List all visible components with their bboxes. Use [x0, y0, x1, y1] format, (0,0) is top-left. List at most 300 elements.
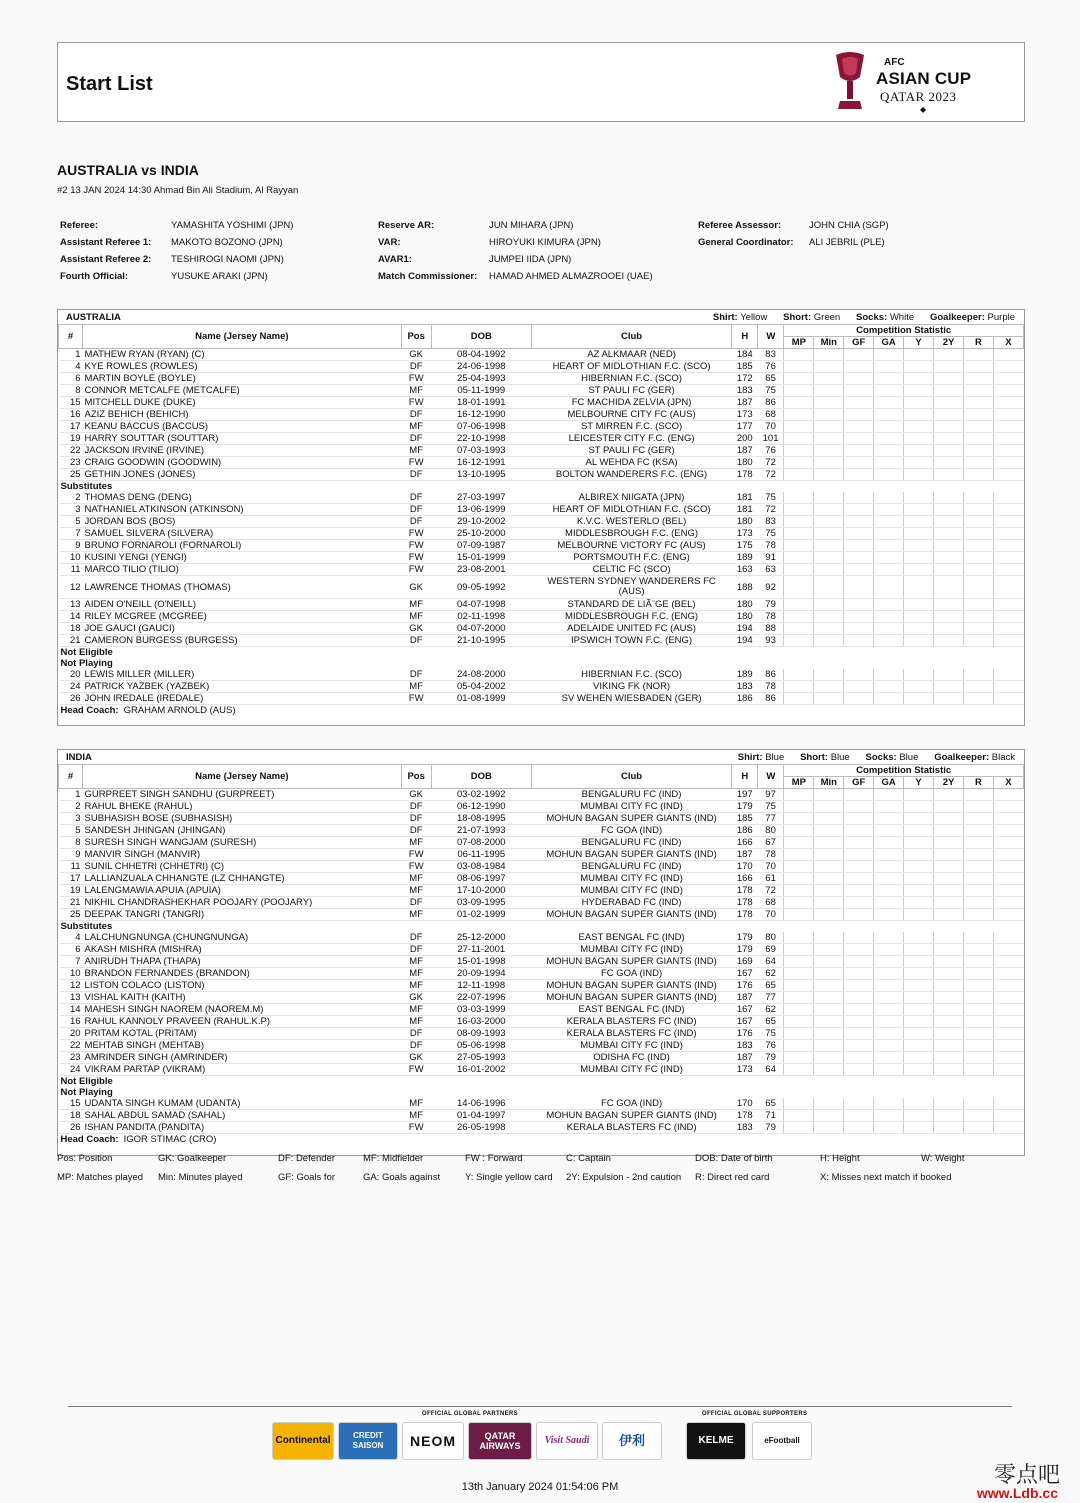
- official-var: [378, 237, 601, 248]
- stat-cell: [814, 861, 844, 873]
- stat-cell: [904, 373, 934, 385]
- stat-cell: [963, 469, 993, 481]
- stat-cell: [993, 540, 1023, 552]
- stat-cell: [784, 1040, 814, 1052]
- stat-cell: [993, 361, 1023, 373]
- player-height: 186: [732, 825, 758, 837]
- stat-cell: [784, 801, 814, 813]
- stat-cell: [784, 1122, 814, 1134]
- player-club: HEART OF MIDLOTHIAN F.C. (SCO): [531, 361, 731, 373]
- stat-cell: [963, 1122, 993, 1134]
- stat-cell: [784, 516, 814, 528]
- player-weight: 78: [758, 611, 784, 623]
- player-name: VIKRAM PARTAP (VIKRAM): [83, 1064, 402, 1076]
- stat-cell: [874, 1052, 904, 1064]
- player-height: 181: [732, 492, 758, 504]
- official-assessor: [698, 220, 889, 231]
- official-label: Match Commissioner:: [378, 271, 478, 282]
- stat-cell: [934, 635, 964, 647]
- stat-cell: [844, 635, 874, 647]
- column-header: #: [59, 325, 83, 349]
- player-row: [59, 361, 1024, 373]
- player-weight: 76: [758, 361, 784, 373]
- stat-cell: [874, 980, 904, 992]
- player-name: NIKHIL CHANDRASHEKHAR POOJARY (POOJARY): [83, 897, 402, 909]
- stat-cell: [963, 897, 993, 909]
- stat-cell: [934, 1004, 964, 1016]
- stat-cell: [963, 1016, 993, 1028]
- player-position: DF: [401, 433, 431, 445]
- player-name: GURPREET SINGH SANDHU (GURPREET): [83, 789, 402, 801]
- stat-cell: [934, 397, 964, 409]
- player-number: 19: [59, 433, 83, 445]
- player-position: DF: [401, 897, 431, 909]
- stat-cell: [934, 849, 964, 861]
- stat-cell: [874, 1064, 904, 1076]
- player-club: FC GOA (IND): [531, 825, 731, 837]
- player-club: MOHUN BAGAN SUPER GIANTS (IND): [531, 849, 731, 861]
- player-dob: 07-03-1993: [431, 445, 531, 457]
- stat-cell: [934, 457, 964, 469]
- stat-cell: [993, 681, 1023, 693]
- player-row: [59, 397, 1024, 409]
- player-position: MF: [401, 611, 431, 623]
- player-number: 3: [59, 504, 83, 516]
- player-dob: 16-01-2002: [431, 1064, 531, 1076]
- player-dob: 06-12-1990: [431, 801, 531, 813]
- stat-cell: [874, 693, 904, 705]
- player-name: SAMUEL SILVERA (SILVERA): [83, 528, 402, 540]
- player-number: 19: [59, 885, 83, 897]
- player-position: GK: [401, 1052, 431, 1064]
- player-number: 23: [59, 1052, 83, 1064]
- player-height: 183: [732, 385, 758, 397]
- player-position: MF: [401, 599, 431, 611]
- official-value: HAMAD AHMED ALMAZROOEI (UAE): [489, 271, 653, 282]
- stat-cell: [844, 492, 874, 504]
- kit-socks-value: White: [889, 312, 915, 323]
- stat-column-header: GA: [874, 337, 904, 349]
- official-coordinator: [698, 237, 885, 248]
- player-weight: 75: [758, 1028, 784, 1040]
- stat-cell: [963, 1004, 993, 1016]
- legend-item: Pos: Position: [57, 1153, 113, 1164]
- kit-shirt-label: Shirt:: [712, 312, 738, 323]
- player-height: 185: [732, 813, 758, 825]
- player-number: 18: [59, 1110, 83, 1122]
- player-club: MOHUN BAGAN SUPER GIANTS (IND): [531, 1110, 731, 1122]
- player-weight: 72: [758, 469, 784, 481]
- stat-cell: [934, 564, 964, 576]
- stat-cell: [993, 492, 1023, 504]
- stat-cell: [993, 373, 1023, 385]
- stat-cell: [784, 897, 814, 909]
- stat-cell: [784, 528, 814, 540]
- stat-cell: [874, 504, 904, 516]
- player-position: FW: [401, 540, 431, 552]
- player-height: 180: [732, 457, 758, 469]
- player-dob: 25-10-2000: [431, 528, 531, 540]
- stat-cell: [904, 789, 934, 801]
- player-dob: 04-07-2000: [431, 623, 531, 635]
- stat-cell: [934, 956, 964, 968]
- stat-cell: [934, 492, 964, 504]
- player-row: [59, 409, 1024, 421]
- stat-cell: [934, 504, 964, 516]
- stat-cell: [814, 897, 844, 909]
- player-dob: 21-10-1995: [431, 635, 531, 647]
- sponsor-continental-logo: Continental: [272, 1422, 334, 1460]
- player-dob: 22-07-1996: [431, 992, 531, 1004]
- stat-cell: [814, 1028, 844, 1040]
- stat-cell: [904, 669, 934, 681]
- player-club: ADELAIDE UNITED FC (AUS): [531, 623, 731, 635]
- head-coach-name: IGOR STIMAC (CRO): [123, 1134, 217, 1145]
- stat-cell: [904, 1098, 934, 1110]
- stat-cell: [844, 1110, 874, 1122]
- official-commissioner: [378, 271, 653, 282]
- stat-cell: [784, 623, 814, 635]
- stat-cell: [934, 599, 964, 611]
- stat-cell: [874, 1098, 904, 1110]
- player-position: GK: [401, 789, 431, 801]
- stat-cell: [814, 992, 844, 1004]
- stat-cell: [844, 909, 874, 921]
- player-number: 6: [59, 944, 83, 956]
- player-position: DF: [401, 635, 431, 647]
- stat-cell: [814, 789, 844, 801]
- player-number: 1: [59, 349, 83, 361]
- stat-cell: [934, 433, 964, 445]
- stat-cell: [904, 801, 934, 813]
- stat-cell: [784, 1098, 814, 1110]
- stat-cell: [784, 1016, 814, 1028]
- player-number: 13: [59, 599, 83, 611]
- player-name: JACKSON IRVINE (IRVINE): [83, 445, 402, 457]
- player-weight: 77: [758, 992, 784, 1004]
- player-height: 186: [732, 693, 758, 705]
- player-dob: 12-11-1998: [431, 980, 531, 992]
- player-position: DF: [401, 469, 431, 481]
- stat-cell: [844, 409, 874, 421]
- player-weight: 70: [758, 909, 784, 921]
- player-number: 9: [59, 540, 83, 552]
- match-title: AUSTRALIA vs INDIA: [57, 162, 199, 178]
- player-height: 166: [732, 873, 758, 885]
- stat-cell: [784, 849, 814, 861]
- player-dob: 08-09-1993: [431, 1028, 531, 1040]
- match-info: #2 13 JAN 2024 14:30 Ahmad Bin Ali Stadium, Al Rayyan: [57, 185, 299, 196]
- player-name: CAMERON BURGESS (BURGESS): [83, 635, 402, 647]
- player-dob: 21-07-1993: [431, 825, 531, 837]
- stat-cell: [814, 552, 844, 564]
- player-position: MF: [401, 445, 431, 457]
- kit-socks-label: Socks:: [865, 752, 897, 763]
- stat-cell: [784, 361, 814, 373]
- kit-goalkeeper-value: Black: [991, 752, 1015, 763]
- player-weight: 86: [758, 397, 784, 409]
- player-weight: 86: [758, 693, 784, 705]
- stat-cell: [963, 504, 993, 516]
- player-name: CONNOR METCALFE (METCALFE): [83, 385, 402, 397]
- player-weight: 64: [758, 1064, 784, 1076]
- player-position: DF: [401, 932, 431, 944]
- player-position: FW: [401, 849, 431, 861]
- stat-cell: [934, 349, 964, 361]
- stat-cell: [784, 932, 814, 944]
- stat-cell: [814, 349, 844, 361]
- player-weight: 79: [758, 1052, 784, 1064]
- player-weight: 83: [758, 349, 784, 361]
- stat-cell: [934, 837, 964, 849]
- player-dob: 16-12-1990: [431, 409, 531, 421]
- stat-cell: [993, 669, 1023, 681]
- stat-cell: [904, 504, 934, 516]
- player-club: AL WEHDA FC (KSA): [531, 457, 731, 469]
- official-label: AVAR1:: [378, 254, 412, 265]
- player-dob: 05-11-1999: [431, 385, 531, 397]
- stat-cell: [934, 516, 964, 528]
- player-name: MANVIR SINGH (MANVIR): [83, 849, 402, 861]
- official-value: JUMPEI IIDA (JPN): [489, 254, 572, 265]
- player-number: 10: [59, 968, 83, 980]
- player-height: 185: [732, 361, 758, 373]
- player-name: ISHAN PANDITA (PANDITA): [83, 1122, 402, 1134]
- player-row: [59, 433, 1024, 445]
- player-row: [59, 540, 1024, 552]
- player-number: 24: [59, 681, 83, 693]
- player-position: MF: [401, 909, 431, 921]
- stat-cell: [784, 564, 814, 576]
- player-row: [59, 897, 1024, 909]
- stat-cell: [904, 409, 934, 421]
- player-dob: 25-04-1993: [431, 373, 531, 385]
- player-height: 183: [732, 681, 758, 693]
- player-position: FW: [401, 457, 431, 469]
- stat-cell: [934, 540, 964, 552]
- player-row: [59, 968, 1024, 980]
- stat-cell: [784, 813, 814, 825]
- stat-cell: [963, 409, 993, 421]
- player-name: BRANDON FERNANDES (BRANDON): [83, 968, 402, 980]
- player-weight: 80: [758, 932, 784, 944]
- stat-cell: [784, 1004, 814, 1016]
- stat-cell: [784, 576, 814, 599]
- stat-cell: [963, 980, 993, 992]
- player-club: FC GOA (IND): [531, 968, 731, 980]
- stat-cell: [814, 611, 844, 623]
- stat-cell: [814, 1110, 844, 1122]
- stat-cell: [963, 552, 993, 564]
- stat-cell: [963, 361, 993, 373]
- stat-cell: [904, 1028, 934, 1040]
- player-weight: 75: [758, 528, 784, 540]
- player-name: PATRICK YAZBEK (YAZBEK): [83, 681, 402, 693]
- table-header-row: [59, 325, 1024, 337]
- player-number: 23: [59, 457, 83, 469]
- stat-cell: [784, 504, 814, 516]
- stat-cell: [814, 409, 844, 421]
- stat-cell: [904, 837, 934, 849]
- stat-cell: [993, 801, 1023, 813]
- player-club: MUMBAI CITY FC (IND): [531, 801, 731, 813]
- player-name: MAHESH SINGH NAOREM (NAOREM.M): [83, 1004, 402, 1016]
- player-row: [59, 623, 1024, 635]
- watermark-url: www.Ldb.cc: [976, 1485, 1058, 1501]
- player-weight: 78: [758, 540, 784, 552]
- player-height: 167: [732, 1016, 758, 1028]
- player-name: AZIZ BEHICH (BEHICH): [83, 409, 402, 421]
- stat-cell: [814, 564, 844, 576]
- trophy-icon: [832, 51, 868, 113]
- player-club: FC GOA (IND): [531, 1098, 731, 1110]
- player-position: DF: [401, 516, 431, 528]
- stat-cell: [963, 968, 993, 980]
- stat-cell: [844, 469, 874, 481]
- logo-dot-icon: ◆: [920, 105, 927, 114]
- player-weight: 80: [758, 825, 784, 837]
- player-dob: 27-05-1993: [431, 1052, 531, 1064]
- player-club: MUMBAI CITY FC (IND): [531, 1040, 731, 1052]
- player-height: 194: [732, 623, 758, 635]
- player-name: MITCHELL DUKE (DUKE): [83, 397, 402, 409]
- player-position: MF: [401, 968, 431, 980]
- player-number: 7: [59, 956, 83, 968]
- stat-cell: [904, 469, 934, 481]
- stat-cell: [814, 635, 844, 647]
- player-row: [59, 693, 1024, 705]
- stat-cell: [844, 897, 874, 909]
- stat-cell: [844, 599, 874, 611]
- player-number: 7: [59, 528, 83, 540]
- stat-cell: [814, 623, 844, 635]
- stat-cell: [904, 611, 934, 623]
- legend-item: Min: Minutes played: [158, 1172, 243, 1183]
- player-position: MF: [401, 1016, 431, 1028]
- stat-cell: [963, 516, 993, 528]
- player-row: [59, 909, 1024, 921]
- player-dob: 08-06-1997: [431, 873, 531, 885]
- player-height: 187: [732, 992, 758, 1004]
- player-height: 183: [732, 1122, 758, 1134]
- stat-cell: [963, 576, 993, 599]
- player-club: PORTSMOUTH F.C. (ENG): [531, 552, 731, 564]
- player-club: BOLTON WANDERERS F.C. (ENG): [531, 469, 731, 481]
- player-row: [59, 516, 1024, 528]
- player-position: MF: [401, 1004, 431, 1016]
- player-weight: 75: [758, 492, 784, 504]
- stat-column-header: Y: [904, 337, 934, 349]
- stat-cell: [934, 373, 964, 385]
- player-height: 176: [732, 1028, 758, 1040]
- stat-cell: [874, 944, 904, 956]
- stat-cell: [934, 1052, 964, 1064]
- player-club: EAST BENGAL FC (IND): [531, 1004, 731, 1016]
- stat-cell: [904, 980, 934, 992]
- column-header: Club: [531, 765, 731, 789]
- stat-cell: [874, 516, 904, 528]
- player-name: GETHIN JONES (JONES): [83, 469, 402, 481]
- column-header: #: [59, 765, 83, 789]
- players-table: [58, 324, 1024, 716]
- stat-cell: [784, 1064, 814, 1076]
- stat-cell: [904, 397, 934, 409]
- afc-asian-cup-logo: [832, 51, 1000, 113]
- player-name: RILEY MCGREE (MCGREE): [83, 611, 402, 623]
- player-height: 172: [732, 373, 758, 385]
- player-position: GK: [401, 349, 431, 361]
- stat-cell: [993, 932, 1023, 944]
- stat-cell: [993, 457, 1023, 469]
- stat-cell: [904, 681, 934, 693]
- official-label: General Coordinator:: [698, 237, 794, 248]
- player-height: 178: [732, 909, 758, 921]
- player-number: 5: [59, 825, 83, 837]
- stat-cell: [784, 552, 814, 564]
- player-number: 2: [59, 492, 83, 504]
- stat-cell: [904, 909, 934, 921]
- stat-cell: [844, 349, 874, 361]
- stat-cell: [993, 623, 1023, 635]
- player-weight: 64: [758, 956, 784, 968]
- stat-cell: [844, 623, 874, 635]
- player-dob: 15-01-1998: [431, 956, 531, 968]
- stat-cell: [993, 1028, 1023, 1040]
- player-height: 184: [732, 349, 758, 361]
- section-label: Substitutes: [60, 481, 113, 492]
- head-coach: [59, 1134, 1024, 1146]
- player-weight: 65: [758, 980, 784, 992]
- stat-cell: [844, 504, 874, 516]
- stat-column-header: X: [993, 337, 1023, 349]
- stat-cell: [874, 540, 904, 552]
- stat-cell: [874, 1040, 904, 1052]
- player-number: 26: [59, 1122, 83, 1134]
- player-row: [59, 849, 1024, 861]
- stat-cell: [784, 1028, 814, 1040]
- stat-column-header: 2Y: [934, 337, 964, 349]
- player-dob: 27-03-1997: [431, 492, 531, 504]
- official-ar1: [60, 237, 283, 248]
- player-name: JORDAN BOS (BOS): [83, 516, 402, 528]
- player-club: ODISHA FC (IND): [531, 1052, 731, 1064]
- player-dob: 03-09-1995: [431, 897, 531, 909]
- stat-cell: [844, 693, 874, 705]
- player-height: 180: [732, 611, 758, 623]
- official-label: Reserve AR:: [378, 220, 435, 231]
- stat-cell: [934, 1028, 964, 1040]
- stat-cell: [874, 373, 904, 385]
- stat-cell: [934, 980, 964, 992]
- player-row: [59, 1098, 1024, 1110]
- player-dob: 01-04-1997: [431, 1110, 531, 1122]
- section-label: Not Playing: [60, 1087, 113, 1098]
- player-club-line2: (AUS): [618, 586, 645, 597]
- stat-cell: [874, 469, 904, 481]
- player-club: BENGALURU FC (IND): [531, 789, 731, 801]
- stat-cell: [963, 1052, 993, 1064]
- stat-cell: [874, 421, 904, 433]
- stat-cell: [874, 837, 904, 849]
- player-row: [59, 469, 1024, 481]
- player-weight: 76: [758, 1040, 784, 1052]
- stat-cell: [874, 528, 904, 540]
- stat-cell: [844, 980, 874, 992]
- stat-cell: [874, 361, 904, 373]
- stat-cell: [874, 445, 904, 457]
- player-position: GK: [401, 992, 431, 1004]
- player-weight: 61: [758, 873, 784, 885]
